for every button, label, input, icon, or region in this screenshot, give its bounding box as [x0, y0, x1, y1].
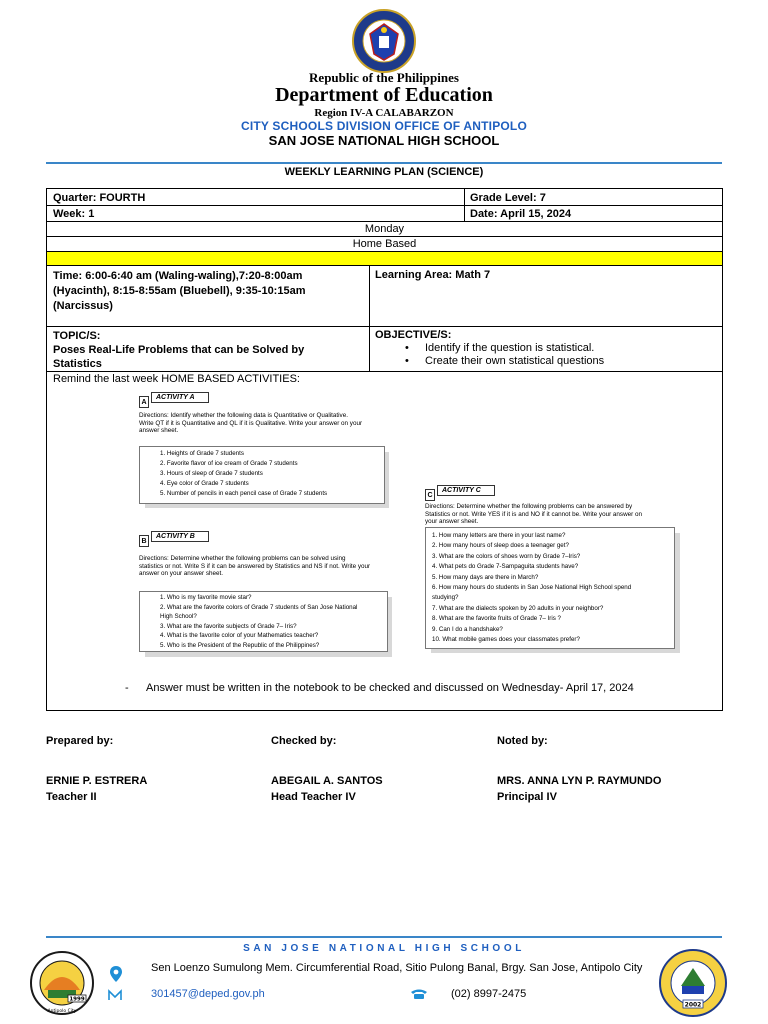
activity-item: 6. How many hours do students in San Jose National High School spend	[432, 584, 632, 592]
directions-line: Directions: Identify whether the following data is Quantitative or Qualitative.	[139, 412, 348, 419]
activity-item: 2. Favorite flavor of ice cream of Grade 7 students	[160, 460, 298, 467]
activity-a-card	[139, 388, 389, 503]
activity-item: 1. Who is my favorite movie star?	[160, 594, 252, 601]
activity-item: 7. What are the dialects spoken by 20 adults in your neighbor?	[432, 604, 604, 612]
bullet-icon: •	[405, 355, 409, 367]
footer-email[interactable]: 301457@deped.gov.ph	[151, 988, 265, 1000]
directions-line: statistics or not. Write S if it can be answered by Statistics and NS if not. Write your	[139, 562, 371, 570]
activity-item: 4. What is the favorite color of your Mathematics teacher?	[160, 632, 319, 640]
mode-cell: Home Based	[352, 238, 417, 250]
checked-label: Checked by:	[271, 735, 337, 747]
objective-text: Identify if the question is statistical.	[425, 342, 595, 354]
time-line: (Narcissus)	[53, 300, 113, 312]
activity-item: studying?	[432, 594, 459, 602]
noted-label: Noted by:	[497, 735, 548, 747]
activity-b-directions	[139, 555, 394, 578]
footer-phone: (02) 8997-2475	[451, 988, 527, 1000]
deped-seal-logo	[348, 8, 420, 74]
activity-item: 2. What are the favorite colors of Grade 7 students of San Jose National	[160, 603, 358, 611]
division-heading: CITY SCHOOLS DIVISION OFFICE OF ANTIPOLO	[240, 119, 527, 133]
grade-level-cell: Grade Level: 7	[470, 192, 546, 204]
objective-item	[375, 355, 716, 368]
topic-line: Statistics	[53, 358, 102, 370]
objective-item	[375, 342, 716, 355]
activity-item: 5. Number of pencils in each pencil case of Grade 7 students	[160, 490, 328, 497]
directions-line: answer on your answer sheet.	[139, 570, 224, 578]
activity-b-card	[139, 527, 394, 657]
checked-title: Head Teacher IV	[271, 791, 356, 803]
time-line: (Hyacinth), 8:15-8:55am (Bluebell), 9:35-10:15am	[53, 285, 306, 297]
table-divider	[47, 265, 722, 266]
department-heading: Department of Education	[275, 84, 493, 106]
directions-line: Write QT if it is Quantitative and QL if it is Qualitative. Write your answer on your	[139, 419, 363, 427]
republic-heading: Republic of the Philippines	[309, 70, 459, 85]
noted-title: Principal IV	[497, 791, 557, 803]
activity-item: 3. What are the colors of shoes worn by Grade 7–Iris?	[432, 552, 581, 560]
activity-b-box	[139, 591, 388, 652]
location-pin-icon	[109, 965, 123, 983]
objective-text: Create their own statistical questions	[425, 355, 605, 367]
day-cell: Monday	[364, 223, 405, 235]
activity-item: 10. What mobile games does your classmates prefer?	[432, 636, 580, 644]
footer-rule	[46, 936, 722, 938]
activity-item: 4. What pets do Grade 7-Sampaguita students have?	[432, 563, 579, 571]
activity-item: 9. Can I do a handshake?	[432, 625, 503, 633]
checked-name: ABEGAIL A. SANTOS	[271, 775, 383, 787]
time-line: Time: 6:00-6:40 am (Waling-waling),7:20-8:00am	[53, 270, 303, 282]
activity-item: High School?	[160, 613, 197, 621]
date-cell: Date: April 15, 2024	[470, 208, 572, 220]
phone-icon	[410, 988, 428, 1000]
bullet-icon: •	[405, 342, 409, 354]
logo-year: 2002	[684, 1001, 702, 1009]
directions-line: Directions: Determine whether the following problems can be solved using	[139, 555, 346, 562]
activity-item: 8. What are the favorite fruits of Grade 7– Iris ?	[432, 615, 561, 623]
activity-item: 3. What are the favorite subjects of Grade 7– Iris?	[160, 622, 297, 630]
plan-title: WEEKLY LEARNING PLAN (SCIENCE)	[284, 166, 484, 178]
prepared-label: Prepared by:	[46, 735, 114, 747]
activity-item: 1. Heights of Grade 7 students	[160, 450, 244, 457]
activity-a-letter: A	[139, 396, 149, 408]
header-rule	[46, 162, 722, 164]
activity-a-tag: ACTIVITY A	[151, 392, 209, 403]
activity-item: 5. Who is the President of the Republic of the Philippines?	[160, 641, 320, 649]
directions-line: Statistics or not. Write YES if it is and NO if it cannot be. Write your answer on	[425, 510, 642, 518]
activity-c-card	[425, 481, 680, 661]
school-heading: SAN JOSE NATIONAL HIGH SCHOOL	[268, 133, 500, 148]
quarter-cell: Quarter: FOURTH	[53, 192, 146, 204]
footer-address: Sen Loenzo Sumulong Mem. Circumferential Road, Sitio Pulong Banal, Brgy. San Jose, Antipolo City	[151, 962, 643, 974]
activity-item: 3. Hours of sleep of Grade 7 students	[160, 470, 263, 477]
objective-label: OBJECTIVE/S:	[375, 329, 452, 341]
topic-cell	[47, 327, 310, 373]
topic-line: Poses Real-Life Problems that can be Solved by	[53, 344, 305, 356]
objective-cell	[369, 327, 722, 370]
note-dash: -	[125, 682, 129, 694]
activity-c-letter: C	[425, 489, 435, 501]
logo-year: 1999	[69, 996, 85, 1003]
division-logo	[658, 948, 728, 1018]
region-heading: Region IV-A CALABARZON	[314, 107, 454, 119]
learning-area-cell: Learning Area: Math 7	[375, 269, 491, 281]
activity-b-letter: B	[139, 535, 149, 547]
time-cell	[47, 267, 311, 316]
activity-item: 1. How many letters are there in your last name?	[432, 532, 566, 539]
noted-name: MRS. ANNA LYN P. RAYMUNDO	[497, 775, 662, 787]
activity-a-directions	[139, 412, 391, 435]
prepared-name: ERNIE P. ESTRERA	[46, 775, 148, 787]
week-cell: Week: 1	[53, 208, 95, 220]
directions-line: answer sheet.	[139, 427, 179, 435]
activity-a-box	[139, 446, 385, 504]
learning-plan-table	[46, 188, 723, 711]
activity-c-box	[425, 527, 675, 649]
activity-item: 2. How many hours of sleep does a teenager get?	[432, 542, 569, 550]
topic-label: TOPIC/S:	[53, 330, 101, 342]
email-icon	[108, 989, 122, 1001]
highlight-row	[47, 252, 722, 265]
remind-text: Remind the last week HOME BASED ACTIVITIES:	[53, 373, 300, 385]
school-logo	[24, 950, 100, 1016]
directions-line: Directions: Determine whether the following problems can be answered by	[425, 503, 633, 510]
logo-city: Antipolo City	[47, 1009, 77, 1014]
directions-line: your answer sheet.	[425, 518, 479, 526]
prepared-title: Teacher II	[46, 791, 97, 803]
activity-b-tag: ACTIVITY B	[151, 531, 209, 542]
footer-school-name: SAN JOSE NATIONAL HIGH SCHOOL	[243, 943, 525, 954]
activity-c-directions	[425, 503, 680, 526]
activity-item: 5. How many days are there in March?	[432, 573, 539, 581]
activity-item: 4. Eye color of Grade 7 students	[160, 480, 249, 487]
activity-c-tag: ACTIVITY C	[437, 485, 495, 496]
note-text: Answer must be written in the notebook to be checked and discussed on Wednesday- April 17, 2024	[146, 682, 634, 694]
